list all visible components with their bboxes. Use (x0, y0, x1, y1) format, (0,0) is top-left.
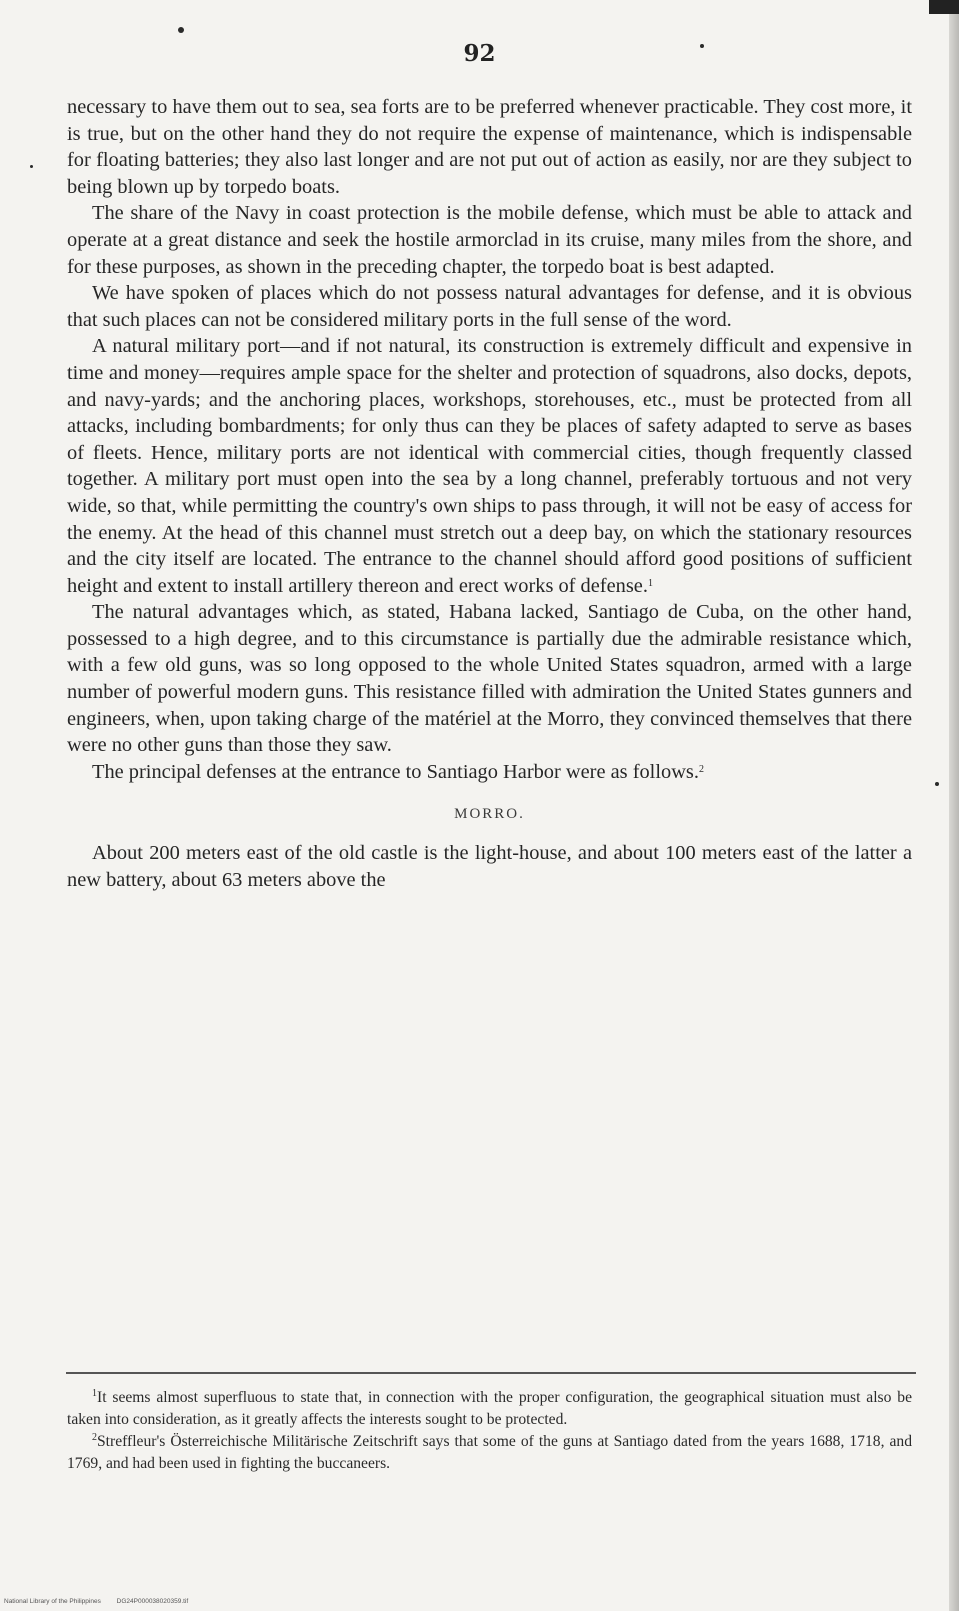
footnote-marker: 1 (647, 577, 653, 589)
section-heading: MORRO. (454, 806, 525, 823)
paragraph-text: The principal defenses at the entrance to Santiago Harbor were as follows. (92, 760, 699, 783)
footnote-rule (66, 1372, 916, 1374)
paragraph (67, 333, 912, 599)
footnote-text: It seems almost superfluous to state that, in connection with the proper configuration, the geographical situation must also be taken into consideration, as it greatly affects the interests sought to be protected. (67, 1389, 912, 1428)
paragraph: The share of the Navy in coast protection is the mobile defense, which must be able to attack and operate at a great distance and seek the hostile armorclad in its cruise, many miles from the shore, and for these purposes, as shown in the preceding chapter, the torpedo boat is best adapted. (67, 202, 912, 278)
paragraph: We have spoken of places which do not possess natural advantages for defense, and it is obvious that such places can not be considered military ports in the full sense of the word. (67, 282, 912, 331)
paragraph: necessary to have them out to sea, sea forts are to be preferred whenever practicable. They cost more, it is true, but on the other hand they do not require the expense of maintenance, which is indispensable for floating batteries; they also last longer and are not put out of action as easily, nor are they subject to being blown up by torpedo boats. (67, 96, 912, 198)
footnote (67, 1387, 912, 1431)
scan-footer (4, 1598, 202, 1605)
scan-edge-shadow (949, 0, 959, 1611)
page-number: 92 (463, 40, 496, 67)
file-identifier: DG24P000038020359.tif (116, 1598, 189, 1605)
paragraph-text: A natural military port—and if not natural, its construction is extremely difficult and expensive in time and money—requires ample space for the shelter and protection of squadrons, also docks, depots, and navy-yards; and the anchoring places, workshops, storehouses, etc., must be protected from all attacks, including bombardments; for only thus can they be places of safety adapted to serve as bases of fleets. Hence, military ports are not identical with commercial cities, though frequently classed together. A military port must open into the sea by a long channel, preferably tortuous and not very wide, so that, while permitting the country's own ships to pass through, it will not be easy of access for the enemy. At the head of this channel must stretch out a deep bay, on which the stationary resources and the city itself are located. The entrance to the channel should afford good positions of sufficient height and extent to install artillery thereon and erect works of defense. (67, 335, 912, 597)
scan-corner-mark (929, 0, 959, 14)
body-text (67, 94, 912, 893)
ink-speck (178, 27, 184, 33)
footnote-number: 1 (92, 1388, 97, 1399)
footnote-marker: 2 (698, 763, 704, 775)
ink-speck (935, 782, 939, 786)
footnote (67, 1431, 912, 1475)
footnote-text: Streffleur's Österreichische Militärische Zeitschrift says that some of the guns at Santiago dated from the years 1688, 1718, and 1769, and had been used in fighting the buccaneers. (67, 1433, 912, 1472)
footnotes (67, 1387, 912, 1475)
ink-speck (30, 165, 33, 168)
library-name: National Library of the Philippines (4, 1598, 101, 1605)
footnote-number: 2 (92, 1432, 97, 1443)
paragraph (67, 759, 912, 786)
paragraph: About 200 meters east of the old castle is the light-house, and about 100 meters east of the latter a new battery, about 63 meters above the (67, 842, 912, 891)
paragraph: The natural advantages which, as stated, Habana lacked, Santiago de Cuba, on the other hand, possessed to a high degree, and to this circumstance is partially due the admirable resistance which, with a few old guns, was so long opposed to the whole United States squadron, armed with a large number of powerful modern guns. This resistance filled with admiration the United States gunners and engineers, when, upon taking charge of the matériel at the Morro, they convinced themselves that there were no other guns than those they saw. (67, 601, 912, 757)
